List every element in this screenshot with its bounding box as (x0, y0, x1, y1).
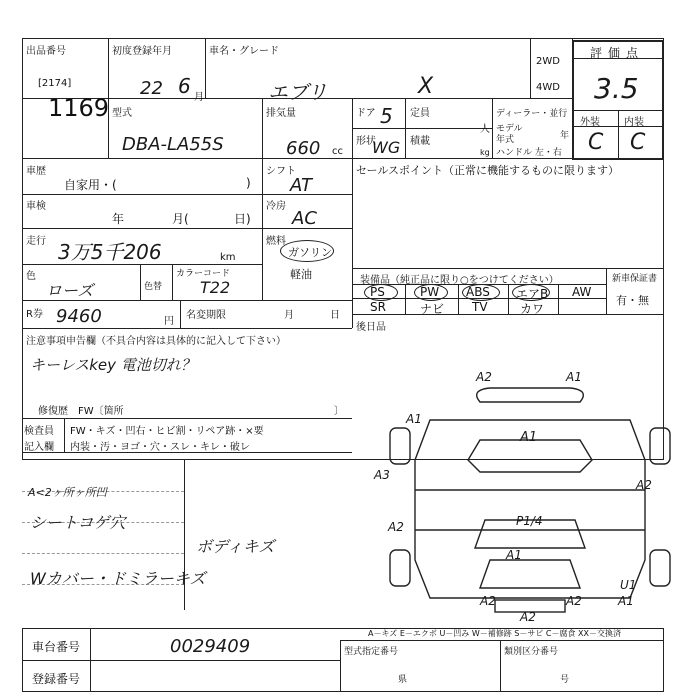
dealer-label: ディーラー・並行 (496, 109, 568, 119)
mileage-label: 走行 (26, 236, 46, 247)
equip-abs: ABS (466, 285, 490, 299)
divider (618, 110, 619, 158)
repair-value: FW〔箇所 (78, 406, 124, 417)
divider (352, 158, 353, 328)
notes-text: キーレスkey 電池切れ？ (30, 356, 196, 374)
sales-point-label: セールスポイント（正常に機能するものに限ります） (356, 164, 620, 177)
divider (262, 98, 263, 158)
damage-mark: A1 (406, 412, 422, 426)
legend: A－キズ E－エクボ U－凹み W－補修跡 S－サビ C－腐食 XX－交換済 (368, 629, 622, 638)
damage-mark: A3 (374, 468, 390, 482)
equip-tv: TV (472, 300, 488, 314)
warranty-value: 有・無 (616, 294, 649, 307)
recycle-label: R券 (26, 309, 43, 320)
fuel-diesel: 軽油 (290, 268, 312, 281)
damage-mark: P1/4 (516, 514, 543, 528)
drive-2wd: 2WD (536, 56, 560, 67)
damage-mark: A1 (618, 594, 634, 608)
damage-mark: A2 (636, 478, 652, 492)
divider (172, 264, 173, 300)
remark-3: Wカバー・ドミラーキズ (30, 569, 206, 588)
recycle-value: 9460 (56, 306, 102, 327)
equip-pw: PW (420, 285, 440, 299)
equip-ps: PS (370, 285, 385, 299)
notes-label: 注意事項申告欄（不具合内容は具体的に記入して下さい） (26, 336, 286, 347)
load-label: 積載 (410, 136, 430, 147)
divider (492, 98, 493, 158)
divider (140, 264, 141, 300)
divider (262, 158, 263, 300)
change-day: 日 (330, 310, 340, 321)
fuel-label: 燃料 (266, 236, 286, 247)
grade: X (418, 74, 434, 99)
divider (180, 300, 181, 328)
plate-label: 登録番号 (32, 672, 81, 686)
seq-label: 号 (560, 675, 570, 685)
shaken-year-unit: 年 (112, 212, 125, 226)
doors-label: ドア (356, 108, 376, 119)
doors: 5 (380, 104, 393, 128)
after-fit-label: 後日品 (356, 322, 386, 333)
inspector-row2: 内装・汚・ヨゴ・穴・スレ・キレ・破レ (70, 442, 250, 453)
damage-mark: A2 (520, 610, 536, 624)
change-label: 名変期限 (186, 310, 226, 321)
interior-grade: C (630, 130, 646, 155)
score: 3.5 (594, 72, 639, 105)
type-cert-label: 型式指定番号 (344, 647, 399, 657)
equip-leather: カワ (520, 302, 545, 316)
person-unit: 人 (480, 124, 490, 135)
divider (64, 418, 65, 452)
divider (205, 38, 206, 98)
divider (22, 158, 664, 159)
ac: AC (292, 208, 317, 229)
remark-4: ボディキズ (196, 537, 275, 556)
divider (530, 38, 531, 98)
drive-4wd: 4WD (536, 82, 560, 93)
shaken-day-unit: 日) (234, 212, 251, 226)
equip-pw-circle (414, 284, 448, 301)
damage-mark: A2 (480, 594, 496, 608)
equip-aw: AW (572, 285, 592, 299)
shift-label: シフト (266, 166, 296, 177)
remark-2: シートコゲ穴 (30, 513, 126, 532)
equip-airbag-circle (512, 284, 550, 301)
divider (22, 194, 262, 195)
change-month: 月 (284, 310, 294, 321)
month-unit: 月 (194, 92, 204, 103)
shape-label: 形状 (356, 136, 376, 147)
damage-mark: A2 (476, 370, 492, 384)
divider (558, 284, 559, 314)
divider (22, 418, 352, 419)
equipment-label: 装備品（純正品に限り○をつけてください） (360, 275, 559, 286)
exterior-grade: C (588, 130, 604, 155)
damage-mark: A1 (566, 370, 582, 384)
chassis-no: 0029409 (170, 636, 251, 657)
divider (340, 640, 664, 641)
lot-no: 1169 (48, 94, 110, 122)
color-label: 色 (26, 271, 36, 282)
divider (508, 284, 509, 314)
divider (352, 128, 492, 129)
shape: WG (372, 138, 401, 157)
first-reg-year: 22 (140, 78, 163, 99)
history-label: 車歴 (26, 166, 46, 177)
chassis-label: 車台番号 (32, 640, 81, 654)
mileage-value: 3万5千206 (58, 240, 162, 264)
exterior-label: 外装 (580, 117, 600, 128)
damage-mark: A1 (506, 548, 522, 562)
model-label: 型式 (112, 108, 132, 119)
color-value: ローズ (46, 281, 94, 300)
fuel-gas-circle (280, 240, 334, 262)
fuel-gas: ガソリン (288, 246, 332, 259)
divider (572, 58, 664, 59)
inspector-label: 検査員 (24, 426, 54, 437)
equip-abs-circle (462, 284, 500, 301)
class-label: 類別区分番号 (504, 647, 559, 657)
car-name-label: 車名・グレード (209, 46, 279, 57)
repair-close: 〕 (334, 406, 344, 417)
km-unit: km (220, 252, 236, 263)
model: DBA-LA55S (122, 134, 224, 155)
shaken-label: 車検 (26, 201, 46, 212)
divider (22, 660, 340, 661)
record-label: 記入欄 (24, 442, 54, 453)
divider (606, 268, 607, 314)
shaken-month-unit: 月( (172, 212, 189, 226)
remarks-line (22, 553, 184, 554)
displacement-label: 排気量 (266, 108, 296, 119)
history-close: ) (246, 176, 251, 190)
year-unit: 年 (560, 131, 570, 141)
model-year-label: モデル (496, 124, 523, 134)
divider (90, 628, 91, 692)
divider (22, 228, 262, 229)
color-code-label: カラーコード (176, 269, 231, 279)
damage-mark: A2 (566, 594, 582, 608)
equip-sr: SR (370, 300, 386, 314)
divider (352, 314, 664, 315)
first-reg-month: 6 (178, 74, 191, 98)
equip-navi: ナビ (420, 302, 445, 316)
divider (22, 328, 352, 329)
handle-label: ハンドル 左・右 (496, 148, 562, 158)
damage-mark: U1 (620, 578, 637, 592)
ac-label: 冷房 (266, 201, 286, 212)
divider (500, 640, 501, 692)
history-value: 自家用・( (64, 178, 117, 192)
equip-airbag: エアB (516, 287, 549, 301)
divider (352, 268, 664, 269)
displacement: 660 (286, 138, 321, 159)
shift: AT (290, 175, 312, 196)
divider (405, 284, 406, 314)
pref-label: 県 (398, 675, 408, 685)
year-label: 年式 (496, 135, 515, 145)
color-no-label: 色替 (144, 282, 163, 292)
score-label: 評価点 (590, 46, 645, 60)
inspector-row1: FW・キズ・凹右・ヒビ割・リペア跡・×要 (70, 426, 264, 437)
car-name: エブリ (268, 80, 328, 104)
damage-mark: A2 (388, 520, 404, 534)
yen-unit: 円 (164, 316, 174, 327)
remark-1: A<2ヶ所ヶ所凹 (28, 486, 107, 499)
equip-ps-circle (364, 284, 398, 301)
first-reg-label: 初度登録年月 (112, 46, 172, 57)
capacity-label: 定員 (410, 108, 430, 119)
color-code: T22 (200, 278, 231, 297)
interior-label: 内装 (624, 117, 644, 128)
divider (458, 284, 459, 314)
cc-unit: cc (332, 146, 343, 157)
repair-label: 修復歴 (38, 406, 68, 417)
lot-no-label: 出品番号 (26, 46, 66, 57)
kg-unit: kg (480, 148, 490, 157)
warranty-label: 新車保証書 (612, 274, 658, 284)
damage-mark: A1 (520, 430, 538, 445)
lot-code: [2174] (38, 78, 72, 89)
divider (340, 640, 341, 692)
